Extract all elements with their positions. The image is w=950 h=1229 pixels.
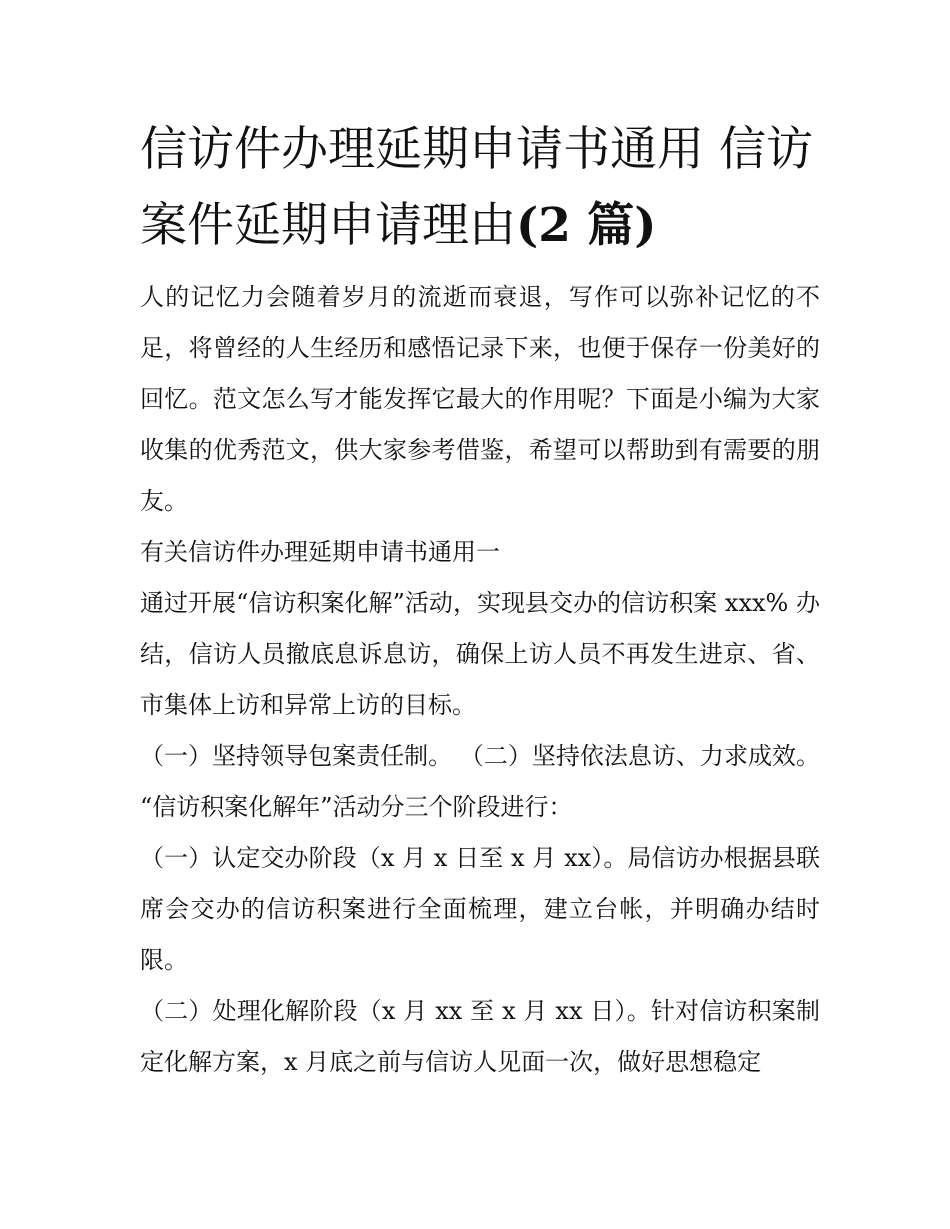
intro-paragraph: 人的记忆力会随着岁月的流逝而衰退，写作可以弥补记忆的不足，将曾经的人生经历和感悟记录下来，也便于保存一份美好的回忆。范文怎么写才能发挥它最大的作用呢？下面是小编为大家收集的优秀范文，供大家参考借鉴，希望可以帮助到有需要的朋友。	[140, 283, 820, 515]
title-text: 信访件办理延期申请书通用 信访案件延期申请理由	[140, 122, 813, 253]
body-paragraph: 通过开展“信访积案化解”活动，实现县交办的信访积案 xxx% 办结，信访人员撤底息诉息访，确保上访人员不再发生进京、省、市集体上访和异常上访的目标。	[140, 589, 820, 719]
document-content	[140, 112, 820, 1088]
body-paragraph: （一）认定交办阶段（x 月 x 日至 x 月 xx）。局信访办根据县联席会交办的信访积案进行全面梳理，建立台帐，并明确办结时限。	[140, 844, 820, 974]
section-heading: 有关信访件办理延期申请书通用一	[140, 538, 500, 566]
body-paragraph: （一）坚持领导包案责任制。 （二）坚持依法息访、力求成效。 “信访积案化解年”活动分三个阶段进行：	[140, 742, 820, 821]
document-title	[140, 112, 820, 264]
title-count: (2 篇)	[516, 198, 657, 253]
body-paragraph: （二）处理化解阶段（x 月 xx 至 x 月 xx 日）。针对信访积案制定化解方案，x 月底之前与信访人见面一次，做好思想稳定	[140, 997, 820, 1076]
